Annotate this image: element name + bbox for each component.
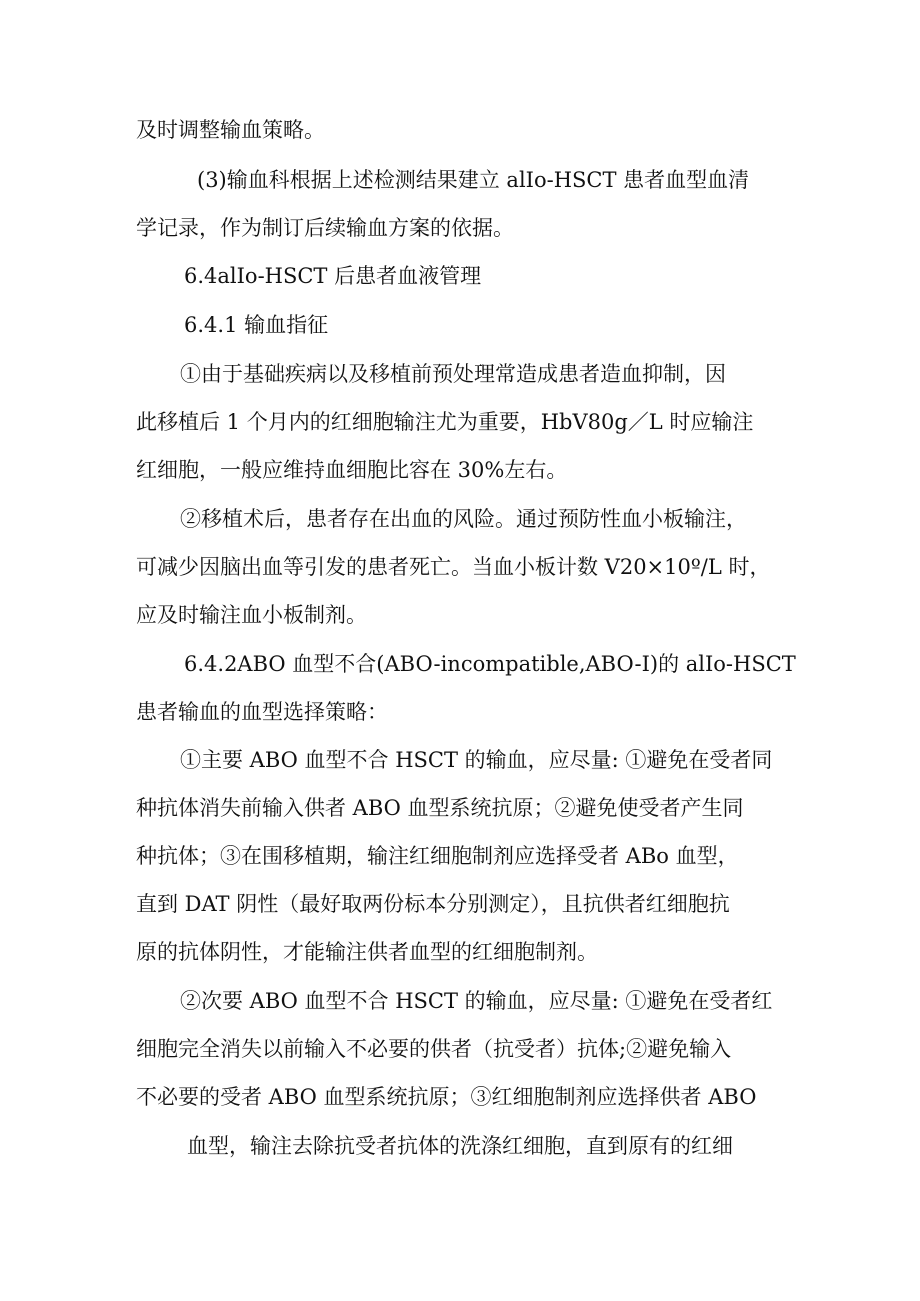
paragraph-line: 血型，输注去除抗受者抗体的洗涤红细胞，直到原有的红细 [187,1134,733,1158]
paragraph-line: ①由于基础疾病以及移植前预处理常造成患者造血抑制，因 [180,362,726,386]
subsection-heading: 6.4.1 输血指征 [184,313,329,337]
paragraph-line: 细胞完全消失以前输入不必要的供者（抗受者）抗体;②避免输入 [136,1037,732,1061]
paragraph-line: 直到 DAT 阴性（最好取两份标本分别测定），且抗供者红细胞抗 [136,892,730,916]
paragraph-line: 红细胞，一般应维持血细胞比容在 30%左右。 [136,458,568,482]
paragraph-line: 原的抗体阴性，才能输注供者血型的红细胞制剂。 [136,940,598,964]
paragraph-line: 应及时输注血小板制剂。 [136,603,367,627]
section-heading: 6.4alIo-HSCT 后患者血液管理 [184,264,482,288]
paragraph-line: (3)输血科根据上述检测结果建立 alIo-HSCT 患者血型血清 [197,168,750,192]
paragraph-line: 及时调整输血策略。 [136,118,325,142]
paragraph-line: 可减少因脑出血等引发的患者死亡。当血小板计数 V20×10º/L 时， [136,555,771,579]
paragraph-line: 不必要的受者 ABO 血型系统抗原；③红细胞制剂应选择供者 ABO [136,1085,757,1109]
subsection-heading: 6.4.2ABO 血型不合(ABO-incompatible,ABO-I)的 alIo-HSCT [184,652,796,676]
paragraph-line: 学记录，作为制订后续输血方案的依据。 [136,216,514,240]
paragraph-line: 种抗体；③在围移植期，输注红细胞制剂应选择受者 ABo 血型， [136,844,739,868]
paragraph-line: 种抗体消失前输入供者 ABO 血型系统抗原；②避免使受者产生同 [136,796,744,820]
paragraph-line: ①主要 ABO 血型不合 HSCT 的输血，应尽量: ①避免在受者同 [180,748,773,772]
paragraph-line: 此移植后 1 个月内的红细胞输注尤为重要，HbV80g／L 时应输注 [136,410,754,434]
paragraph-line: 患者输血的血型选择策略： [136,700,388,724]
paragraph-line: ②移植术后，患者存在出血的风险。通过预防性血小板输注， [180,507,747,531]
paragraph-line: ②次要 ABO 血型不合 HSCT 的输血，应尽量: ①避免在受者红 [180,989,773,1013]
